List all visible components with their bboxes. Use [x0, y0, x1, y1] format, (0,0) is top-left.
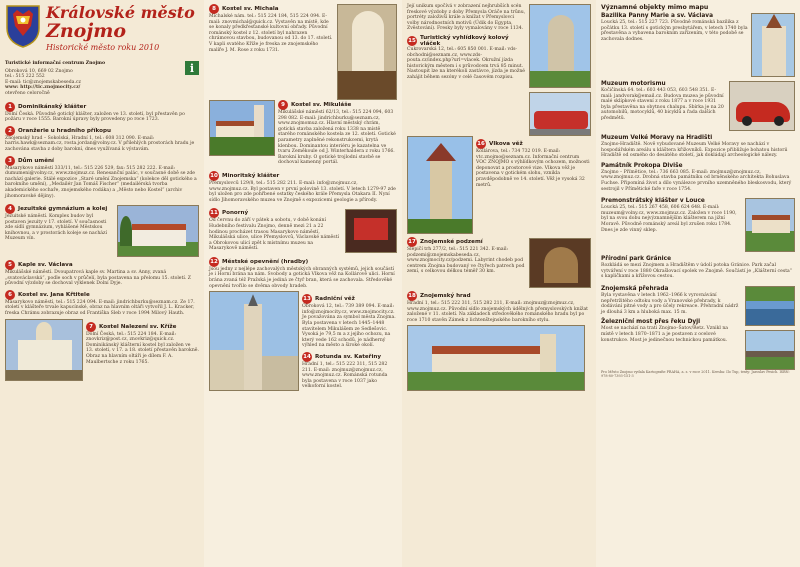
entry-number: 9 [278, 100, 288, 110]
col1-entry-4 [5, 201, 199, 257]
entry-number: 12 [210, 258, 218, 265]
rotunda-continued-text: Její unikum spočívá v zobrazení nejhrubších scén freskové výzdoby z doby Přemysla Oráče na trůnu, portréty založivší krále a knížat v Přemyslovci volby národnostních motivů (Údik do Egypta, Zvěstování). Fresky byly vymalovány v roce 1134. [407, 4, 526, 32]
entry-text: Mikulášské náměstí. Dvoupatrová kaple sv. Martina a sv. Anny, zvaná „svatováclavská“, podle soch v průčelí, byla postavena na přelomu 15. století. Z původní výzdoby se dochoval výklenek Dolní Dyje. [5, 270, 191, 287]
item-text: Znojmo – Přímětice, tel.: 736 663 085. E-mail: znojmuz@znojmuz.cz, www.znojmuz.cz. Drobná stavba památníku od brněnského architekta Bohuslava Fuchse. Připomíná život a dílo vynálezce prvního uzemněného bleskosvodu, který sestrojil v Přímětické faře v roce 1754. [601, 169, 792, 192]
item-text: Rozkládá se mezi Znojmem a Hradištěm v údolí potoka Gránice. Park začal vytváření v roce 1880 Okrašlovací spolek ve Znojmě. Součástí je „Klášterní cesta“ s kapličkami a křížovou cestou. [601, 263, 793, 280]
entry-text: Obroková 12, tel.: 739 389 094. E-mail: info@znojmocity.cz, www.znojmocity.cz. Je považována za symbol města Znojma. Byla postavena v letech 1445–1448 stavitelem Mikulášem ze Sedlešovic. Vysoká je 79,5 m a z jejího ochozu, na který vede 162 schodů, je nádherný výhled na město a široké okolí. [302, 304, 396, 349]
col4-item-4 [601, 163, 795, 192]
entry-number: 2 [5, 126, 15, 136]
col2-entry-8 [209, 4, 397, 100]
dam-image [745, 286, 795, 326]
col2-entry-12 [209, 257, 397, 289]
col1-entry-7 [5, 319, 199, 381]
entry-title: Vlkova věž [489, 141, 523, 147]
entry-title: Znojemské podzemí [420, 239, 483, 245]
city-crest-icon [5, 4, 41, 48]
entry-text: Dolní Česká. Původně gotický klášter, založen ve 13. století, byl přestavěn po požáru v roce 1555. Barokní úpravy byly provedeny po roce 1723. [5, 111, 185, 123]
item-text: Kočičínská 64. tel.: 603 443 053, 603 548 351. E-mail: jandvorak@email.cz. Budova muzea je původní malé sklípkové stavení z roku 1877 a v roce 1931 byla přestavěna na obytnou chalupu. Sbírka je na 20 automobilů, motocyklů, 40 bicyklů a řada dalších předmětů. [601, 88, 724, 121]
publisher-footer: Pro Město Znojmo vydala Kartografie PRAHA, a. s. v roce 2011. Kresba: Ilo Tup, texty: Jaroslav Pesich. ISBN: 978-80-7393-151-3 [601, 369, 790, 379]
col4-item-6 [601, 256, 795, 280]
entry-number: 11 [210, 210, 218, 217]
item-text: Loucká 25, tel.: 515 267 458, 606 624 648. E-mail: muzeum@volny.cz, www.znojmuz.cz. Založen v roce 1190, byl na svou dobu nejvýznamnějším klášterem na jižní Moravě. Původně románský areál byl zrušen roku 1784. Dnes je zde vinný sklep. [601, 205, 737, 233]
col2-entry-10 [209, 171, 397, 203]
rotunda-tower-image [529, 4, 591, 88]
col4-item-5 [601, 194, 795, 252]
info-center-block [5, 61, 199, 99]
entry-text: Dolní Česká, tel.: 515 224 184. E-mail: znovkriz@post.cz, znovkriz@quick.cz. Dominikánský klášterní kostel byl založen ve 13. století, v 17. a 18. století přestavěn barokně. Obraz na hlavním oltáři je dílem F. A. Maulbertsche z roku 1765. [86, 331, 199, 365]
item-text: Znojmo-Hradiště. Nově vybudované Muzeum Velké Moravy se nachází v hospodářském areálu u kláštera křižovníků. Expozice přibližuje bohatou historii Hradiště od osmého do desátého století, jak dokládají archeologické nálezy. [601, 142, 788, 159]
entry-number: 15 [408, 37, 416, 44]
entry-title: Kostel sv. Mikuláše [291, 102, 352, 108]
outside-map-title: Významné objekty mimo mapu [601, 4, 709, 11]
entry-text: Přemyslovců 129/8, tel.: 515 282 211. E-mail: info@znojmuz.cz, www.znojmuz.cz. Byl postaven v první polovině 13. století. V letech 1279-97 zde byl uložen pro zde pohřbené ostatky českého krále Přemysla Otakara II. Nyní sídlo Jihomoravského muzea ve Znojmě s expozicemi geologie a přírody. [209, 180, 396, 203]
entry-number: 1 [5, 102, 15, 112]
entry-number: 6 [5, 290, 15, 300]
title-line-2: Znojmo [46, 20, 127, 42]
railway-bridge-image [745, 330, 795, 370]
column-2 [204, 0, 402, 567]
col2-entry-9 [209, 100, 397, 168]
basilica-image [751, 13, 795, 77]
entry-number: 10 [210, 172, 218, 179]
church-interior-image [337, 4, 397, 100]
entry-text: Kollárova, tel.: 734 732 019. E-mail: vtc.znojmo@seznam.cz. Informační centrum VOC ZNOJMO s výhlídkovým ochozem, možnosti deponovat a prostorové vize. Vlkova věž je postavena v gotickém slohu, vznikla pravděpodobně ve 14. století. Věž je vysoká 32 metrů. [476, 149, 590, 188]
entry-text: Cukrovarská 12, tel.: 605 850 001. E-mail: vds-obchodni@seznam.cz, www.zds-pouta.cz/index.php?url=vlacek. Okružní jízda historickým městem i s průvodcem trvá 85 minut. Nastoupit lze na kterékoli zastávce, jízda je možné zahájit během sezóny v celé časovém rozpisu. [407, 46, 526, 80]
entry-title: Dům umění [18, 157, 54, 164]
col2-entry-13 [209, 291, 397, 392]
col4-item-1 [601, 13, 795, 77]
castle-image [407, 325, 585, 391]
wolf-tower-image [407, 136, 473, 234]
col1-entry-2 [5, 126, 199, 153]
jesuit-college-image [117, 205, 199, 257]
entry-number: 7 [86, 322, 96, 332]
entry-number: 13 [303, 296, 311, 303]
col2-entry-11 [209, 205, 397, 254]
entry-title: Minoritský klášter [222, 172, 280, 179]
header [5, 4, 199, 52]
entry-title: Znojemský hrad [420, 293, 471, 299]
entry-text: Znojemský hrad – Sokolská, Hradní 1, tel.: 608 312 090. E-mail: harris.hawk@seznam.cz, rosta.jordan@volny.cz. V přilehlých prostorách hradu je zachována stavba z doby barokní, dnes využívaná k výstavám. [5, 135, 195, 152]
entry-text: Mikulášské náměstí 62/13, tel.: 515 224 094, 603 298 082. E-mail: jindrichburku@seznam.cz, www.znojmomuz.cz. Hlavní městský chrám, gotická stavba založená roku 1338 na místě starého románského kostela ze 12. století. Gotické parametry zaplněné rekonstrukcemi, krytá klenbou. Dominantou interiéru je kazatelna ve tvaru Zeměkoule od J. Winterhaldera z roku 1766. Barokní kruhy. O gotické trojlodní stavbě se dochoval kamenný portál. [278, 110, 396, 166]
subtitle: Historické město roku 2010 [46, 43, 160, 52]
col3-top [407, 4, 591, 136]
col4-item-3 [601, 135, 795, 159]
entry-text: Michalské nám. tel.: 515 224 184, 515 224 094. E-mail: znovmichal@quick.cz. Vystavěn na místě, kde se konaly předkřesťanské kultovní obřady. Původní románský kostel z 12. století byl nahrazen chrámovou stavbou, budovanou od 13. do 17. století. V kapli svatého Kříže je freska ze znojemského malíře J. M. Rose z roku 1731. [209, 14, 333, 53]
st-nicholas-image [209, 100, 275, 156]
info-center-address: Obroková 10, 669 02 Znojmo [5, 68, 73, 74]
item-text: Byla vystavěna v letech 1962–1966 k vyrovnávání nepřetržitého odtoku vody a Vranovské přehrady, k dodávání pitné vody a pro účely rekreace. Přehradní nádrž je dlouhá 3 km a hluboká max. 15 m. [601, 292, 739, 315]
town-hall-tower-image [209, 291, 299, 391]
entry-title: Kostel sv. Michala [222, 6, 279, 12]
entry-text: Masarykovo náměstí 333/11, tel.: 515 226 529, fax: 515 282 222. E-mail: dumumeni@volny.cz, www.znojmuz.cz. Renesanční palác, v současné době se zde nachází galerie. Stálé expozice „Staré umění Znojemska“ (kolekce děl gotického a barokního umění), „Medailér Jan Tomáš Fischer“ (medailérská tvorba akademického sochaře, znojemského rodáka) a „Město nebo Kostel“ (archiv jihomoravské dějiny). [5, 165, 197, 199]
title-line-1: Královské město [46, 3, 195, 22]
night-tour-image [345, 209, 397, 253]
entry-title: Městské opevnění (hradby) [222, 258, 309, 265]
item-title: Přírodní park Gránice [601, 256, 672, 263]
col4-item-2 [601, 77, 795, 131]
church-image [5, 319, 83, 381]
col1-entry-5 [5, 260, 199, 287]
info-center-phone: tel.: 515 222 552 [5, 74, 45, 80]
item-text: Most se nachází na trati Znojmo–Šatov/Retz. Vznikl na místě v letech 1870–1871 a je postaven z ocelové konstrukce. Most je jedinečnou technickou památkou. [601, 326, 729, 343]
info-center-web[interactable]: www: http://tic.znojmocity.cz/ [5, 85, 81, 91]
info-center-email[interactable]: E-mail: tic@znojemskabeseda.cz [5, 79, 81, 85]
entry-title: Kostel Nalezení sv. Kříže [99, 323, 177, 330]
col3-entry-16 [407, 136, 591, 234]
info-center-note: otevřeno celoročně [5, 90, 50, 96]
item-title: Památník Prokopa Diviše [601, 162, 683, 169]
col1-entry-6 [5, 290, 199, 317]
item-title: Bazilika Panny Marie a sv. Václava [601, 13, 713, 19]
item-title: Muzeum motorismu [601, 81, 666, 87]
item-text: Loucká 25, tel.: 515 227 723. Původně románská bazilika z počátku 13. století s gotickým presbytářem, v letech 1740 byla přestavěna a vybavena barokním zařízením, v této podobě se zachovala dodnes. [601, 20, 748, 42]
motor-museum-image [729, 81, 795, 131]
entry-title: Radniční věž [315, 296, 355, 303]
item-title: Premonstrátský klášter v Louce [601, 198, 705, 205]
entry-number: 3 [5, 156, 15, 166]
item-title: Muzeum Velké Moravy na Hradišti [601, 135, 713, 141]
entry-title: Kaple sv. Václava [18, 262, 73, 269]
col3-entry-18 [407, 291, 591, 323]
entry-text: Slepičí trh 277/2, tel.: 515 221 342. E-mail: podzemi@znojemskabeseda.cz, www.znojmocity.cz/podzemi. Labyrint chodeb pod centrem Znojma budovaný ve čtyřech patrech pod zemí, s celkovou délkou téměř 30 km. [407, 247, 525, 275]
entry-title: Jezuitské gymnázium a kolej [18, 206, 108, 213]
entry-number: 8 [209, 4, 219, 14]
entry-number: 17 [408, 239, 416, 245]
col1-entry-3 [5, 156, 199, 200]
louka-monastery-image [745, 198, 795, 252]
column-4 [596, 0, 800, 567]
entry-text: Hradní 1, tel.: 515 222 311, 515 282 211, E-mail: znojmuz@znojmuz.cz, www.znojmuz.cz. Původní sídlo znojemských údělných přemyslovských knížat založené v 11. století. Na základech středověkého románského hradu byl po roce 1710 stavěn Zámek z lichtenštejnského barokního stylu. [407, 301, 589, 323]
entry-number: 14 [303, 354, 311, 360]
info-center-name: Turistické informační centrum Znojmo [5, 61, 106, 66]
item-title: Železniční most přes řeku Dyji [601, 319, 701, 326]
entry-title: Kostel sv. Jana Křtitele [18, 291, 90, 298]
col3-entry-17 [407, 234, 591, 288]
entry-text: Masarykovo náměstí, tel.: 515 224 094. E-mail: jindrichburku@seznam.cz. Ze 17. století v klášteře trvale kapucínské, obraz na hlavním oltáři vytvořil J. L. Kracker, freska Chrámu zobrazuje obraz od Františka Sleb v roce 1994 Milový Hauth. [5, 299, 195, 317]
item-title: Znojemská přehrada [601, 285, 669, 292]
entry-text: Jezuitské náměstí. Komplex budov byl postaven jezuity v 17. století. V současnosti zde sídlí gymnázium, vyhlášené Městskou knihovnou, a v prostorách koleje se nachází Muzeum vín. [5, 214, 107, 242]
entry-text: Jsou jedny z nejlépe zachovalých městských obranných systémů, jejich součástí je i Horní brána na nám. Svobody a gotická Vlkova věž na Kollárově ulici. Horní brána zvaná též Pražská je jediná ze čtyř bran, která se zachovala. Středověké opevnění tvořilo se dvěma obvody hradeb. [209, 266, 395, 289]
entry-text: Hradní 1, tel.: 515 222 311, 515 282 211. E-mail: znojmuz@znojmuz.cz, www.znojmuz.cz. Románská rotunda byla postavena v roce 1037 jako velkoforní kostel. [302, 362, 388, 390]
info-icon: i [185, 61, 199, 75]
col1-entry-1 [5, 102, 199, 123]
entry-number: 16 [477, 141, 485, 147]
entry-title: Oranžerie u hradního příkopu [18, 127, 111, 134]
entry-number: 4 [5, 204, 15, 214]
entry-title: Dominikánský klášter [18, 103, 87, 110]
entry-text: Od červnu do září v pátek a sobotu, v době konání Hudebního festivalu Znojmo, denně mezi 21 a 22 hodinou procházet trasou Masarykovo náměstí, Mikulášská ulice, ulice Přemyslovců, Václavské náměstí a Obrokovou ulicí zpět k místnímu muzeu na Masarykově náměstí. [209, 218, 339, 252]
tourist-train-image [529, 92, 591, 136]
underground-image [529, 238, 591, 288]
entry-number: 5 [5, 260, 15, 270]
entry-title: Turistický vyhlídkový kolový vláček [420, 34, 509, 47]
entry-title: Ponorný [222, 210, 249, 217]
col4-item-7 [601, 282, 795, 370]
entry-number: 18 [408, 293, 416, 299]
column-1 [0, 0, 204, 567]
entry-title: Rotunda sv. Kateřiny [315, 354, 381, 360]
column-3 [402, 0, 596, 567]
